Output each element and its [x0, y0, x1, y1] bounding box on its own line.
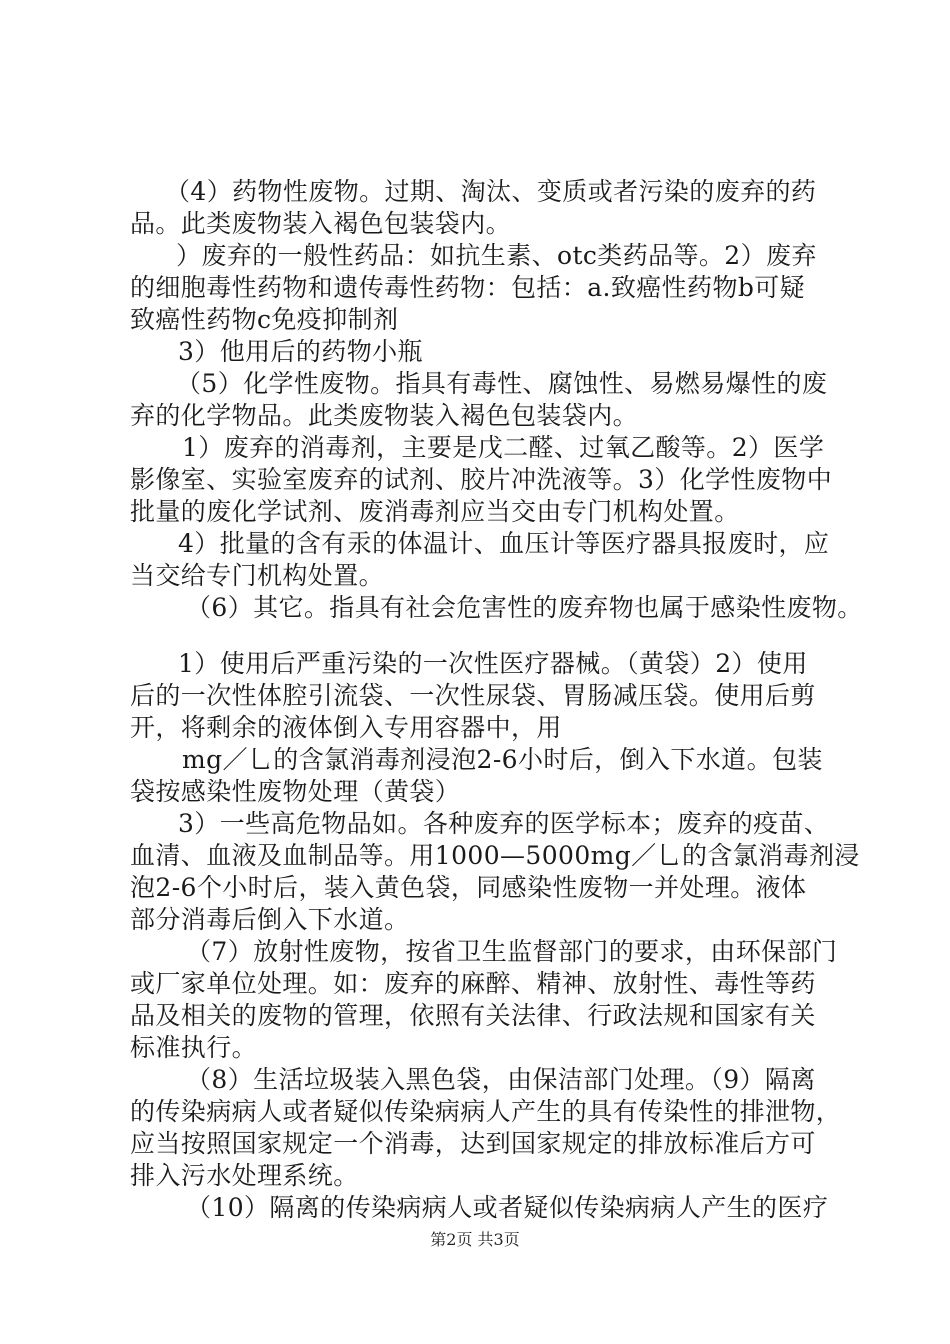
text-line-31: 排入污水处理系统。 — [130, 1161, 359, 1190]
text-line-28: （8）生活垃圾装入黑色袋，由保洁部门处理。（9）隔离 — [186, 1065, 816, 1094]
text-line-14: （6）其它。指具有社会危害性的废弃物也属于感染性废物。 — [186, 593, 863, 622]
text-line-24: （7）放射性废物，按省卫生监督部门的要求，由环保部门 — [186, 937, 838, 966]
text-line-23: 部分消毒后倒入下水道。 — [130, 905, 410, 934]
text-line-4: 的细胞毒性药物和遗传毒性药物：包括：a.致癌性药物b可疑 — [130, 273, 806, 302]
text-line-26: 品及相关的废物的管理，依照有关法律、行政法规和国家有关 — [130, 1001, 816, 1030]
text-line-10: 影像室、实验室废弃的试剂、胶片冲洗液等。3）化学性废物中 — [130, 465, 833, 494]
page-number-footer: 第2页 共3页 — [430, 1230, 520, 1249]
text-line-17: 开，将剩余的液体倒入专用容器中，用 — [130, 713, 562, 742]
text-line-21: 血清、血液及血制品等。用1000—5000mg／乚的含氯消毒剂浸 — [130, 841, 860, 870]
text-line-11: 批量的废化学试剂、废消毒剂应当交由专门机构处置。 — [130, 497, 740, 526]
text-line-9: 1）废弃的消毒剂，主要是戊二醛、过氧乙酸等。2）医学 — [182, 433, 825, 462]
text-line-5: 致癌性药物c免疫抑制剂 — [130, 305, 399, 334]
text-line-15: 1）使用后严重污染的一次性医疗器械。（黄袋）2）使用 — [178, 649, 808, 678]
text-line-13: 当交给专门机构处置。 — [130, 561, 385, 590]
text-line-8: 弃的化学物品。此类废物装入褐色包装袋内。 — [130, 401, 639, 430]
text-line-29: 的传染病病人或者疑似传染病病人产生的具有传染性的排泄物， — [130, 1097, 842, 1126]
text-line-7: （5）化学性废物。指具有毒性、腐蚀性、易燃易爆性的废 — [176, 369, 828, 398]
text-line-1: （4）药物性废物。过期、淘汰、变质或者污染的废弃的药 — [165, 177, 817, 206]
text-line-19: 袋按感染性废物处理（黄袋） — [130, 777, 461, 806]
text-line-22: 泡2-6个小时后，装入黄色袋，同感染性废物一并处理。液体 — [130, 873, 807, 902]
text-line-32: （10）隔离的传染病病人或者疑似传染病病人产生的医疗 — [186, 1193, 829, 1222]
text-line-2: 品。此类废物装入褐色包装袋内。 — [130, 209, 512, 238]
text-line-30: 应当按照国家规定一个消毒，达到国家规定的排放标准后方可 — [130, 1129, 816, 1158]
text-line-18: mg／乚的含氯消毒剂浸泡2-6小时后，倒入下水道。包装 — [182, 745, 823, 774]
text-line-16: 后的一次性体腔引流袋、一次性尿袋、胃肠减压袋。使用后剪 — [130, 681, 816, 710]
text-line-12: 4）批量的含有汞的体温计、血压计等医疗器具报废时，应 — [178, 529, 830, 558]
text-line-27: 标准执行。 — [130, 1033, 258, 1062]
text-line-25: 或厂家单位处理。如：废弃的麻醉、精神、放射性、毒性等药 — [130, 969, 816, 998]
text-line-3: ）废弃的一般性药品：如抗生素、otc类药品等。2）废弃 — [176, 241, 817, 270]
text-line-20: 3）一些高危物品如。各种废弃的医学标本；废弃的疫苗、 — [178, 809, 830, 838]
text-line-6: 3）他用后的药物小瓶 — [178, 337, 423, 366]
